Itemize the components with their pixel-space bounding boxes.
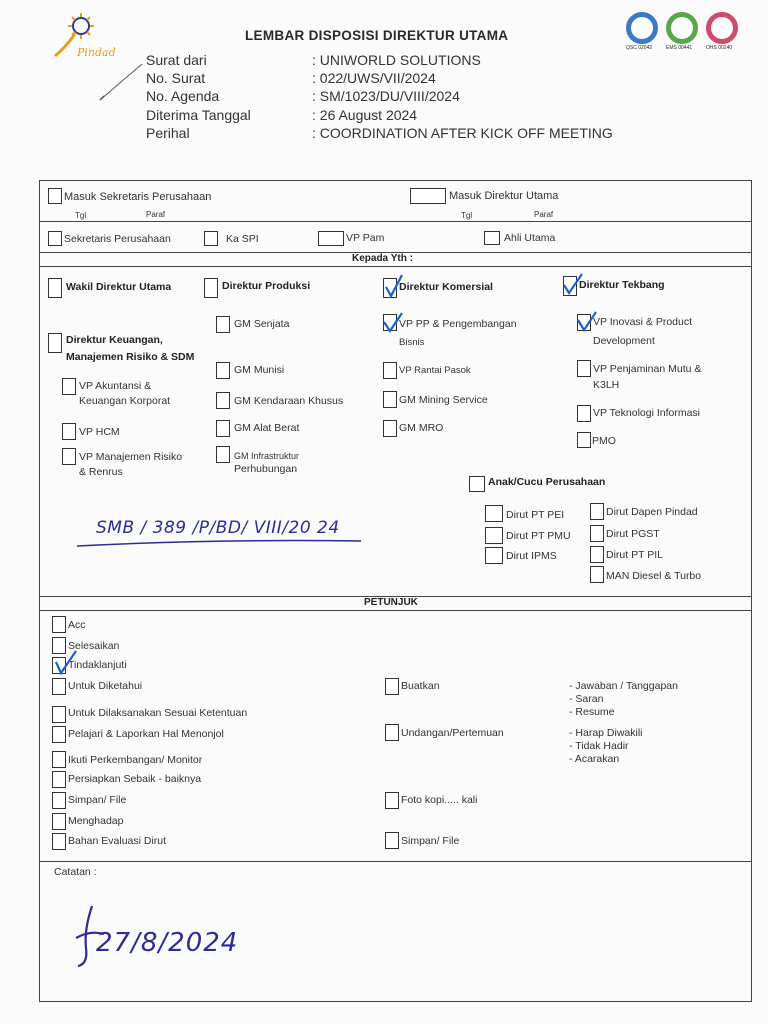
label-untuk-diketahui: Untuk Diketahui (68, 680, 143, 692)
label-harap-diwakili: - Harap Diwakili (569, 727, 643, 739)
divider (39, 221, 752, 222)
checkbox-vp-manrisk[interactable] (62, 448, 76, 465)
label-vp-manrisk-1: VP Manajemen Risiko (79, 451, 183, 463)
label-masuk-sekretaris: Masuk Sekretaris Perusahaan (64, 191, 212, 203)
checkbox-dirut-pgst[interactable] (590, 525, 604, 542)
checkbox-sekretaris[interactable] (48, 231, 62, 246)
signature-icon (70, 900, 110, 970)
checkbox-masuk-direktur[interactable] (410, 188, 446, 204)
cert-label-ohs: OHS 00240 (706, 45, 733, 51)
label-pmo: PMO (592, 435, 616, 447)
check-icon-vp-pp (381, 310, 405, 334)
label-tgl-1: Tgl (75, 211, 87, 220)
label-ka-spi: Ka SPI (226, 233, 259, 245)
kepada-heading: Kepada Yth : (352, 253, 413, 264)
label-vp-penjaminan-2: K3LH (593, 379, 620, 391)
checkbox-vp-ti[interactable] (577, 405, 591, 422)
checkbox-gm-kendaraan[interactable] (216, 392, 230, 409)
checkbox-gm-senjata[interactable] (216, 316, 230, 333)
field-value-diterima: : 26 August 2024 (312, 107, 418, 123)
label-acarakan: - Acarakan (569, 753, 620, 765)
checkbox-foto-kopi[interactable] (385, 792, 399, 809)
field-value-perihal: : COORDINATION AFTER KICK OFF MEETING (312, 125, 613, 141)
checkbox-vp-pam[interactable] (318, 231, 344, 246)
checkbox-gm-munisi[interactable] (216, 362, 230, 379)
label-dir-keuangan-2: Manajemen Risiko & SDM (66, 351, 195, 363)
checkbox-ahli-utama[interactable] (484, 231, 500, 245)
label-ikuti: Ikuti Perkembangan/ Monitor (68, 754, 203, 766)
field-label-no-agenda: No. Agenda (146, 88, 220, 104)
check-icon-dir-komersial (383, 272, 405, 300)
label-jawaban: - Jawaban / Tanggapan (569, 680, 678, 692)
check-icon-vp-inovasi (575, 309, 599, 333)
checkbox-acc[interactable] (52, 616, 66, 633)
checkbox-dir-keuangan[interactable] (48, 333, 62, 353)
checkbox-gm-alat-berat[interactable] (216, 420, 230, 437)
label-acc: Acc (68, 619, 86, 631)
signature-date: 27/8/2024 (96, 928, 239, 958)
label-gm-kendaraan: GM Kendaraan Khusus (234, 395, 344, 407)
label-tgl-2: Tgl (461, 211, 473, 220)
checkbox-gm-infrastruktur[interactable] (216, 446, 230, 463)
pindad-logo (45, 12, 140, 67)
checkbox-vp-penjaminan[interactable] (577, 360, 591, 377)
label-dirut-pei: Dirut PT PEI (506, 509, 565, 521)
label-dir-produksi: Direktur Produksi (222, 280, 311, 292)
disposition-frame (39, 180, 752, 1002)
checkbox-wakil-dirut[interactable] (48, 278, 62, 298)
check-icon-dir-tekbang (561, 271, 585, 297)
checkbox-vp-hcm[interactable] (62, 423, 76, 440)
field-value-surat-dari: : UNIWORLD SOLUTIONS (312, 52, 481, 68)
checkbox-untuk-diketahui[interactable] (52, 678, 66, 695)
label-vp-ti: VP Teknologi Informasi (593, 407, 701, 419)
label-man-diesel: MAN Diesel & Turbo (606, 570, 702, 582)
divider (39, 610, 752, 611)
handwritten-underline (75, 536, 365, 550)
field-value-no-surat: : 022/UWS/VII/2024 (312, 70, 436, 86)
checkbox-anak-perusahaan[interactable] (469, 476, 485, 492)
checkbox-dirut-pil[interactable] (590, 546, 604, 563)
field-label-diterima: Diterima Tanggal (146, 107, 251, 123)
label-foto-kopi: Foto kopi..... kali (401, 794, 478, 806)
label-buatkan: Buatkan (401, 680, 440, 692)
checkbox-buatkan[interactable] (385, 678, 399, 695)
label-selesaikan: Selesaikan (68, 640, 120, 652)
checkbox-gm-mro[interactable] (383, 420, 397, 437)
label-dirut-dapen: Dirut Dapen Pindad (606, 506, 698, 518)
checkbox-man-diesel[interactable] (590, 566, 604, 583)
label-vp-rantai-pasok: VP Rantai Pasok (399, 365, 471, 376)
label-tindaklanjuti: Tindaklanjuti (68, 659, 127, 671)
label-dirut-pil: Dirut PT PIL (606, 549, 663, 561)
field-label-surat-dari: Surat dari (146, 52, 207, 68)
label-dir-komersial: Direktur Komersial (399, 281, 493, 293)
checkbox-dirut-pmu[interactable] (485, 527, 503, 544)
label-dir-keuangan-1: Direktur Keuangan, (66, 334, 163, 346)
checkbox-persiapkan[interactable] (52, 771, 66, 788)
checkbox-vp-akuntansi[interactable] (62, 378, 76, 395)
label-vp-pam: VP Pam (346, 232, 385, 244)
label-gm-mining: GM Mining Service (399, 394, 488, 406)
label-vp-inovasi-2: Development (593, 335, 655, 347)
cert-badge-ems (666, 12, 698, 44)
label-vp-hcm: VP HCM (79, 426, 120, 438)
divider (39, 266, 752, 267)
label-gm-alat-berat: GM Alat Berat (234, 422, 300, 434)
label-gm-munisi: GM Munisi (234, 364, 285, 376)
pen-stroke (96, 60, 146, 105)
label-dir-tekbang: Direktur Tekbang (579, 279, 665, 291)
petunjuk-heading: PETUNJUK (364, 597, 418, 608)
checkbox-ikuti[interactable] (52, 751, 66, 768)
label-gm-senjata: GM Senjata (234, 318, 290, 330)
checkbox-dirut-pei[interactable] (485, 505, 503, 522)
label-pelajari: Pelajari & Laporkan Hal Menonjol (68, 728, 224, 740)
cert-badge-ohs (706, 12, 738, 44)
label-simpan-file-1: Simpan/ File (68, 794, 127, 806)
checkbox-simpan-file-2[interactable] (385, 832, 399, 849)
checkbox-menghadap[interactable] (52, 813, 66, 830)
checkbox-dirut-ipms[interactable] (485, 547, 503, 564)
label-gm-mro: GM MRO (399, 422, 444, 434)
checkbox-dilaksanakan[interactable] (52, 706, 66, 723)
checkbox-dirut-dapen[interactable] (590, 503, 604, 520)
cert-logos (624, 10, 744, 54)
page-title: LEMBAR DISPOSISI DIREKTUR UTAMA (245, 28, 509, 43)
label-wakil-dirut: Wakil Direktur Utama (66, 281, 172, 293)
label-masuk-direktur: Masuk Direktur Utama (449, 190, 559, 202)
label-resume: - Resume (569, 706, 615, 718)
label-vp-manrisk-2: & Renrus (79, 466, 123, 478)
checkbox-pelajari[interactable] (52, 726, 66, 743)
label-ahli-utama: Ahli Utama (504, 232, 556, 244)
label-saran: - Saran (569, 693, 604, 705)
checkbox-vp-rantai-pasok[interactable] (383, 362, 397, 379)
cert-label-qsc: QSC 02042 (626, 45, 653, 51)
label-persiapkan: Persiapkan Sebaik - baiknya (68, 773, 202, 785)
label-anak-perusahaan: Anak/Cucu Perusahaan (488, 476, 606, 488)
label-menghadap: Menghadap (68, 815, 124, 827)
label-tidak-hadir: - Tidak Hadir (569, 740, 629, 752)
label-simpan-file-2: Simpan/ File (401, 835, 460, 847)
cert-label-ems: EMS 00441 (666, 45, 693, 51)
checkbox-bahan-evaluasi[interactable] (52, 833, 66, 850)
checkbox-pmo[interactable] (577, 432, 591, 448)
label-paraf-1: Paraf (146, 210, 166, 219)
label-gm-infrastruktur-1: GM Infrastruktur (234, 451, 300, 461)
cert-badge-qsc (626, 12, 658, 44)
pindad-brand: Pindad (77, 46, 116, 59)
checkbox-gm-mining[interactable] (383, 391, 397, 408)
checkbox-dir-produksi[interactable] (204, 278, 218, 298)
field-value-no-agenda: : SM/1023/DU/VIII/2024 (312, 88, 460, 104)
field-label-perihal: Perihal (146, 125, 190, 141)
checkbox-simpan-file-1[interactable] (52, 792, 66, 809)
label-vp-pp-1: VP PP & Pengembangan (399, 318, 517, 330)
divider (39, 861, 752, 862)
label-paraf-2: Paraf (534, 210, 554, 219)
checkbox-undangan[interactable] (385, 724, 399, 741)
label-vp-akuntansi-2: Keuangan Korporat (79, 395, 171, 407)
label-dilaksanakan: Untuk Dilaksanakan Sesuai Ketentuan (68, 707, 248, 719)
label-vp-penjaminan-1: VP Penjaminan Mutu & (593, 363, 702, 375)
label-sekretaris: Sekretaris Perusahaan (64, 233, 171, 245)
label-dirut-pgst: Dirut PGST (606, 528, 660, 540)
label-vp-pp-2: Bisnis (399, 337, 425, 348)
label-vp-akuntansi-1: VP Akuntansi & (79, 380, 152, 392)
label-gm-infrastruktur-2: Perhubungan (234, 463, 298, 475)
catatan-label: Catatan : (54, 866, 97, 878)
check-icon-tindaklanjuti (52, 648, 78, 676)
checkbox-ka-spi[interactable] (204, 231, 218, 246)
field-label-no-surat: No. Surat (146, 70, 206, 86)
label-bahan-evaluasi: Bahan Evaluasi Dirut (68, 835, 167, 847)
label-dirut-pmu: Dirut PT PMU (506, 530, 571, 542)
label-dirut-ipms: Dirut IPMS (506, 550, 557, 562)
label-undangan: Undangan/Pertemuan (401, 727, 504, 739)
checkbox-masuk-sekretaris[interactable] (48, 188, 62, 204)
label-vp-inovasi-1: VP Inovasi & Product (593, 316, 693, 328)
handwritten-agenda-number: SMB / 389 /P/BD/ VIII/20 24 (96, 518, 340, 538)
